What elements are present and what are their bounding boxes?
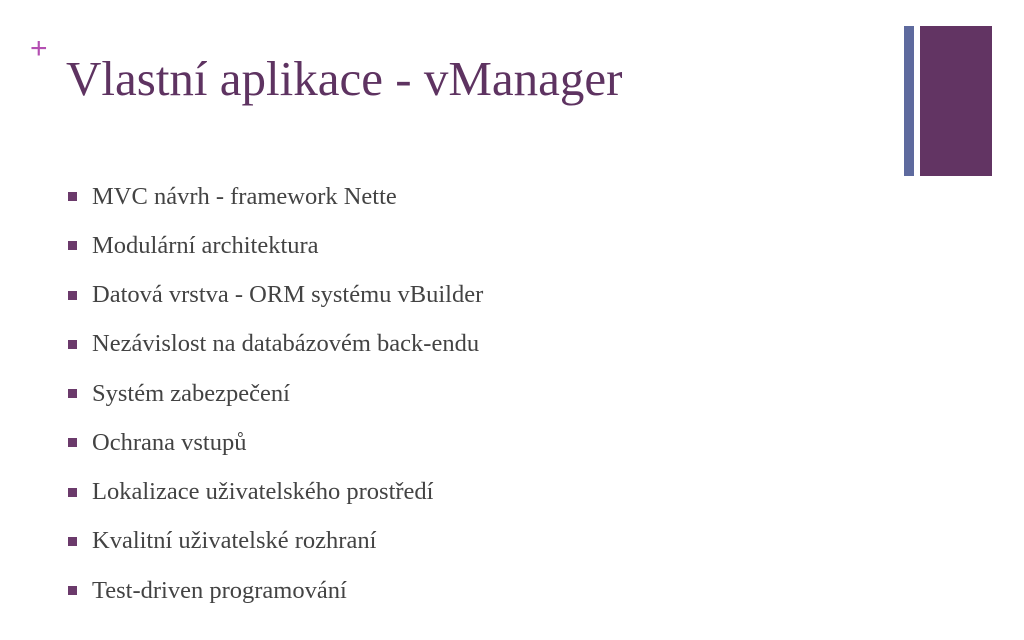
list-item-text: Systém zabezpečení: [92, 379, 290, 407]
square-bullet-icon: [68, 389, 77, 398]
square-bullet-icon: [68, 537, 77, 546]
decorative-bar-thin: [904, 26, 914, 176]
list-item: [68, 221, 483, 270]
square-bullet-icon: [68, 192, 77, 201]
list-item-text: Kvalitní uživatelské rozhraní: [92, 527, 377, 555]
decorative-bar-thick: [920, 26, 992, 176]
list-item: [68, 418, 483, 467]
list-item-text: Test-driven programování: [92, 576, 347, 604]
list-item: [68, 517, 483, 566]
list-item: [68, 271, 483, 320]
list-item-text: Modulární architektura: [92, 231, 319, 259]
square-bullet-icon: [68, 488, 77, 497]
square-bullet-icon: [68, 241, 77, 250]
list-item-text: MVC návrh - framework Nette: [92, 182, 397, 210]
bullet-list: [68, 172, 483, 615]
list-item: [68, 468, 483, 517]
square-bullet-icon: [68, 586, 77, 595]
list-item: [68, 369, 483, 418]
list-item-text: Datová vrstva - ORM systému vBuilder: [92, 281, 484, 309]
list-item-text: Ochrana vstupů: [92, 428, 247, 456]
list-item: [68, 172, 483, 221]
square-bullet-icon: [68, 438, 77, 447]
plus-icon: +: [30, 32, 48, 65]
list-item-text: Nezávislost na databázovém back-endu: [92, 330, 480, 358]
square-bullet-icon: [68, 340, 77, 349]
list-item-text: Lokalizace uživatelského prostředí: [92, 478, 434, 506]
square-bullet-icon: [68, 291, 77, 300]
list-item: [68, 566, 483, 615]
list-item: [68, 320, 483, 369]
slide-title: Vlastní aplikace - vManager: [66, 51, 623, 106]
